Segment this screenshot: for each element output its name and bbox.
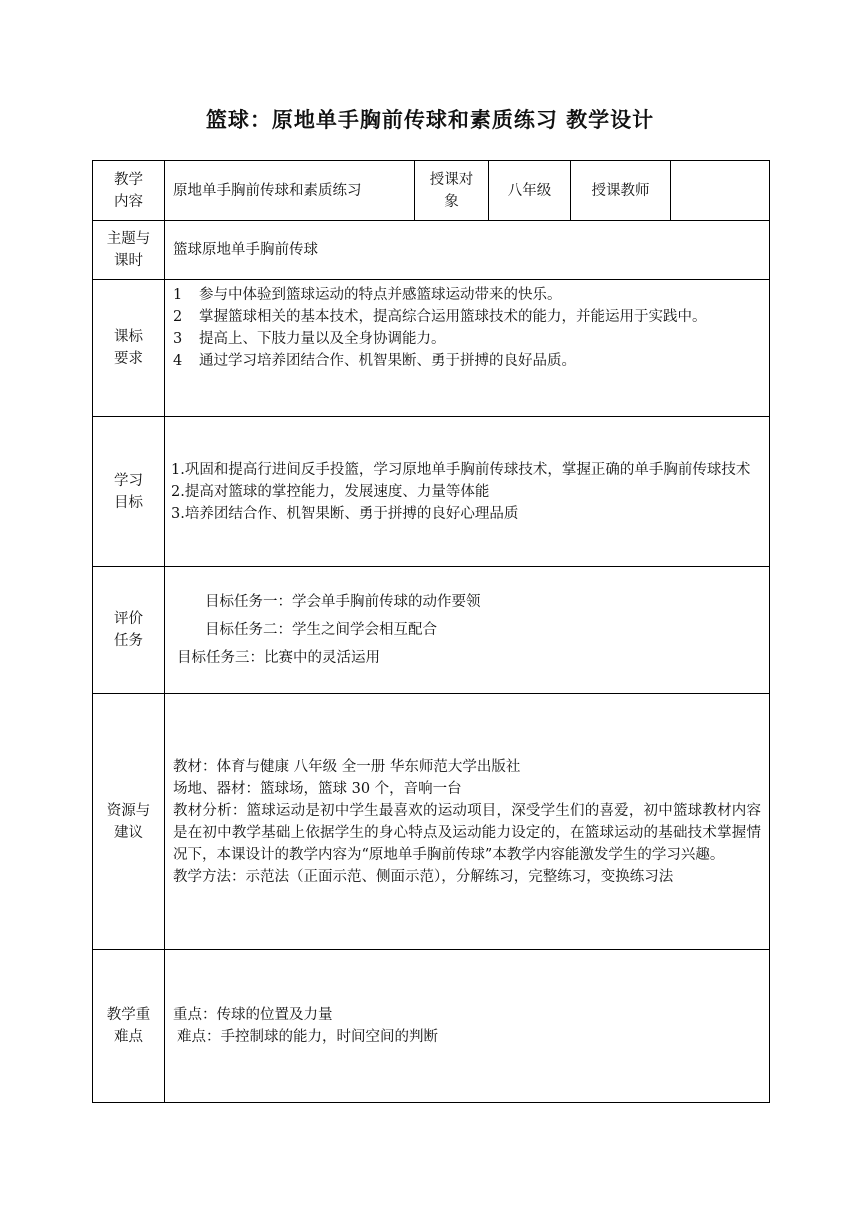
row-assessment-tasks (93, 567, 770, 694)
value-curriculum-requirements (165, 280, 770, 417)
list-item: 2 掌握篮球相关的基本技术，提高综合运用篮球技术的能力，并能运用于实践中。 (173, 309, 707, 325)
label-curriculum-requirements: 课标 要求 (93, 280, 165, 417)
value-teaching-content: 原地单手胸前传球和素质练习 (165, 161, 415, 221)
label-teacher: 授课教师 (571, 161, 671, 221)
label-learning-objectives: 学习 目标 (93, 417, 165, 567)
task-line: 目标任务二：学生之间学会相互配合 (205, 622, 437, 638)
row-curriculum-requirements (93, 280, 770, 417)
resource-line: 教材分析：篮球运动是初中学生最喜欢的运动项目，深受学生们的喜爱，初中篮球教材内容是在初中教学基础上依据学生的身心特点及运动能力设定的，在篮球运动的基础技术掌握情况下，本课设计的教学内容为“原地单手胸前传球”本教学内容能激发学生的学习兴趣。 (173, 802, 761, 863)
value-resources-suggestions (165, 694, 770, 950)
value-assessment-tasks (165, 567, 770, 694)
difficulty-point: 难点：手控制球的能力，时间空间的判断 (177, 1029, 438, 1045)
value-key-difficult-points (165, 950, 770, 1103)
value-target-students: 八年级 (489, 161, 571, 221)
row-resources-suggestions (93, 694, 770, 950)
list-item: 1 参与中体验到篮球运动的特点并感篮球运动带来的快乐。 (173, 287, 562, 303)
label-teaching-content: 教学 内容 (93, 161, 165, 221)
label-target-students: 授课对 象 (415, 161, 489, 221)
task-line: 目标任务一：学会单手胸前传球的动作要领 (205, 594, 481, 610)
row-teaching-content (93, 161, 770, 221)
key-point: 重点：传球的位置及力量 (173, 1007, 333, 1023)
document-title: 篮球：原地单手胸前传球和素质练习 教学设计 (205, 108, 655, 132)
row-topic-period (93, 221, 770, 280)
list-item: 4 通过学习培养团结合作、机智果断、勇于拼搏的良好品质。 (173, 353, 576, 369)
row-key-difficult-points (93, 950, 770, 1103)
objective-line: 1.巩固和提高行进间反手投篮，学习原地单手胸前传球技术，掌握正确的单手胸前传球技术 (171, 461, 751, 478)
objective-line: 3.培养团结合作、机智果断、勇于拼搏的良好心理品质 (171, 505, 519, 522)
objective-line: 2.提高对篮球的掌控能力，发展速度、力量等体能 (171, 483, 490, 500)
row-learning-objectives (93, 417, 770, 567)
resource-line: 场地、器材：篮球场，篮球 30 个，音响一台 (173, 780, 462, 797)
task-line: 目标任务三：比赛中的灵活运用 (177, 650, 380, 666)
resource-line: 教学方法：示范法（正面示范、侧面示范），分解练习，完整练习，变换练习法 (173, 868, 674, 885)
label-assessment-tasks: 评价 任务 (93, 567, 165, 694)
list-item: 3 提高上、下肢力量以及全身协调能力。 (173, 331, 446, 347)
value-teacher (671, 161, 770, 221)
value-topic-period: 篮球原地单手胸前传球 (165, 221, 770, 280)
lesson-plan-table (92, 160, 770, 1103)
label-resources-suggestions: 资源与 建议 (93, 694, 165, 950)
value-learning-objectives (165, 417, 770, 567)
label-key-difficult-points: 教学重 难点 (93, 950, 165, 1103)
label-topic-period: 主题与 课时 (93, 221, 165, 280)
resource-line: 教材：体育与健康 八年级 全一册 华东师范大学出版社 (173, 758, 521, 775)
